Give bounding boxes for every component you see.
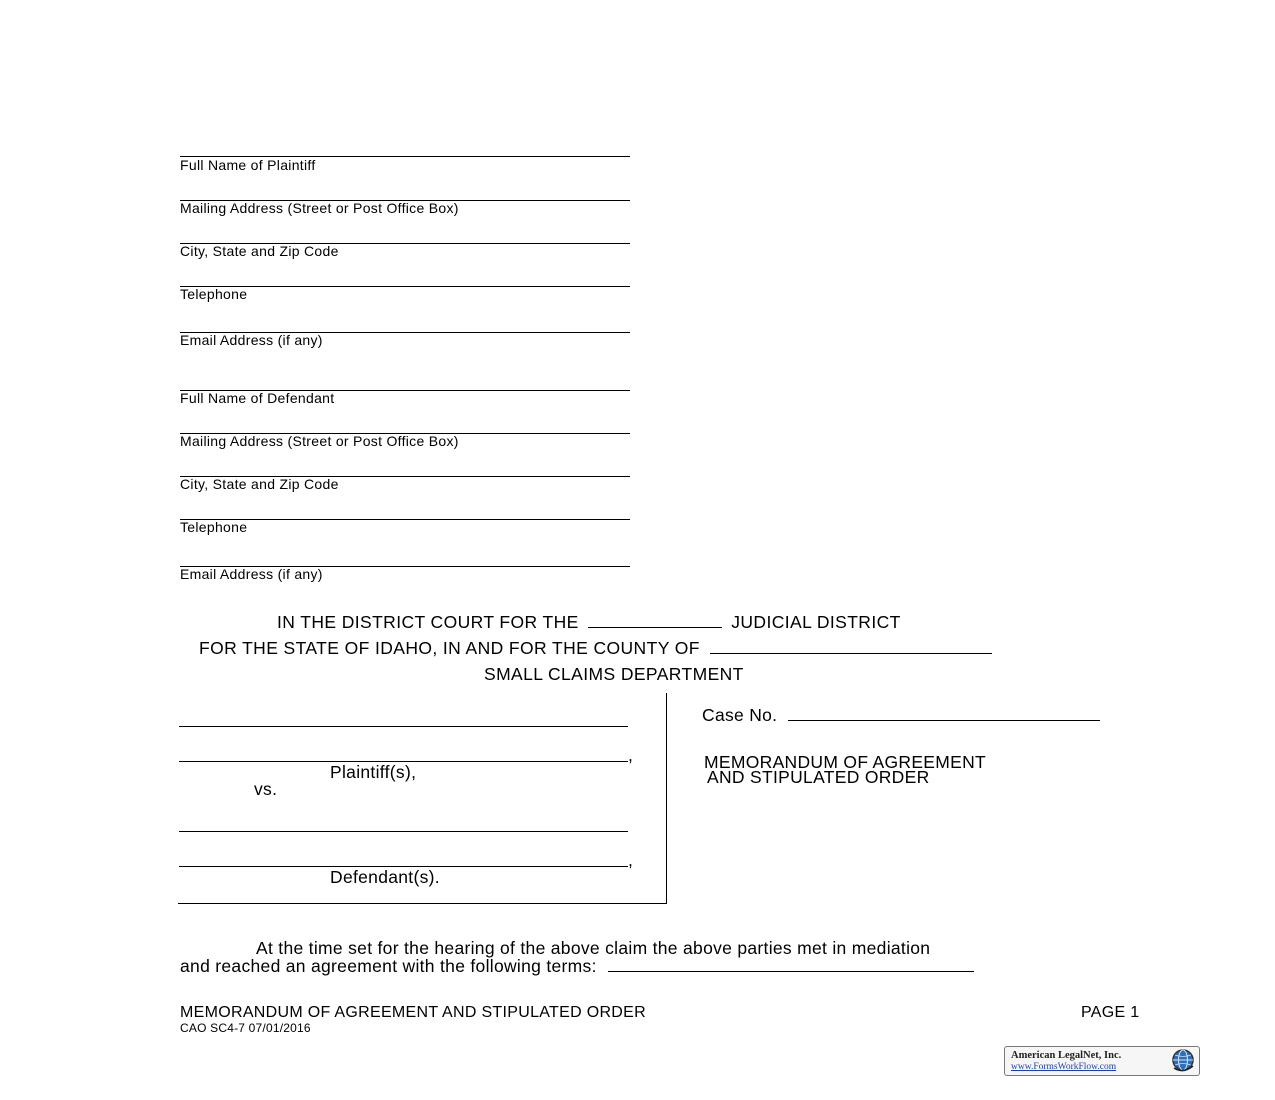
footer-page-number: PAGE 1	[1081, 1004, 1140, 1021]
american-legalnet-logo[interactable]	[1004, 1046, 1200, 1076]
vs-label: vs.	[254, 779, 278, 799]
footer-document-title: MEMORANDUM OF AGREEMENT AND STIPULATED ORDER	[180, 1004, 646, 1021]
logo-url[interactable]: www.FormsWorkFlow.com	[1011, 1062, 1117, 1072]
footer-form-code: CAO SC4-7 07/01/2016	[180, 1021, 311, 1035]
case-no-label: Case No.	[702, 705, 778, 725]
plaintiffs-label: Plaintiff(s),	[330, 762, 417, 782]
court-line-2	[199, 638, 992, 659]
plaintiff-city-label: City, State and Zip Code	[180, 243, 339, 259]
defendant-caption-line-1[interactable]	[179, 831, 628, 832]
case-number	[702, 705, 1100, 726]
caption-divider-bottom	[178, 903, 667, 904]
caption-divider-vertical	[666, 693, 667, 903]
agreement-terms-blank[interactable]	[608, 970, 974, 972]
defendants-label: Defendant(s).	[330, 867, 440, 887]
case-no-blank[interactable]	[788, 719, 1100, 721]
plaintiff-name-label: Full Name of Plaintiff	[180, 157, 316, 173]
county-blank[interactable]	[710, 652, 992, 654]
agreement-intro-line-1: At the time set for the hearing of the above claim the above parties met in mediation	[256, 938, 931, 958]
defendant-comma: ,	[628, 850, 634, 870]
court-line-2-prefix: FOR THE STATE OF IDAHO, IN AND FOR THE COUNTY OF	[199, 638, 700, 658]
defendant-email-label: Email Address (if any)	[180, 566, 323, 582]
plaintiff-address-label: Mailing Address (Street or Post Office Box)	[180, 200, 459, 216]
court-line-1	[277, 612, 901, 633]
defendant-name-label: Full Name of Defendant	[180, 390, 335, 406]
court-line-3: SMALL CLAIMS DEPARTMENT	[484, 664, 744, 684]
logo-company-name: American LegalNet, Inc.	[1011, 1050, 1122, 1061]
document-title-line-1: MEMORANDUM OF AGREEMENT	[704, 752, 987, 772]
plaintiff-telephone-line[interactable]	[180, 286, 630, 287]
globe-icon	[1171, 1048, 1195, 1072]
court-line-1-suffix: JUDICIAL DISTRICT	[731, 612, 901, 632]
judicial-district-blank[interactable]	[588, 626, 722, 628]
plaintiff-comma: ,	[628, 745, 634, 765]
plaintiff-email-label: Email Address (if any)	[180, 332, 323, 348]
document-title-line-2: AND STIPULATED ORDER	[707, 767, 930, 787]
defendant-address-label: Mailing Address (Street or Post Office Box)	[180, 433, 459, 449]
agreement-intro-line-2	[180, 956, 974, 977]
plaintiff-telephone-label: Telephone	[180, 286, 248, 302]
defendant-city-label: City, State and Zip Code	[180, 476, 339, 492]
defendant-telephone-label: Telephone	[180, 519, 248, 535]
plaintiff-caption-line-1[interactable]	[179, 726, 628, 727]
defendant-telephone-line[interactable]	[180, 519, 630, 520]
agreement-intro-line-2-text: and reached an agreement with the following terms:	[180, 956, 597, 976]
court-line-1-prefix: IN THE DISTRICT COURT FOR THE	[277, 612, 579, 632]
